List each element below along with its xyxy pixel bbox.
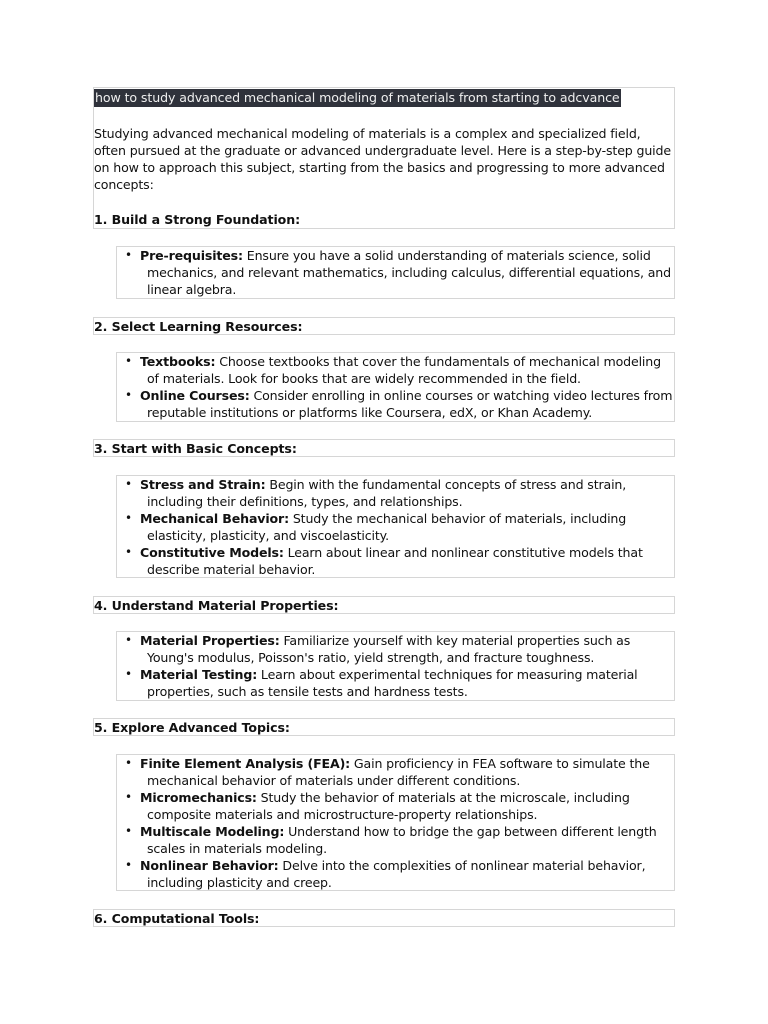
- section-4-list: [116, 631, 675, 701]
- list-item: [117, 666, 674, 700]
- item-title: Textbooks:: [140, 354, 216, 369]
- section-heading-3: 3. Start with Basic Concepts:: [94, 441, 297, 456]
- list-item: [117, 823, 674, 857]
- item-title: Material Testing:: [140, 667, 258, 682]
- list-item: [117, 755, 674, 789]
- query-text: how to study advanced mechanical modeling of materials from starting to adcvance: [95, 90, 620, 105]
- bullet-icon: •: [125, 667, 132, 681]
- intro-block: [93, 87, 675, 229]
- bullet-icon: •: [125, 388, 132, 402]
- bullet-icon: •: [125, 354, 132, 368]
- bullet-icon: •: [125, 545, 132, 559]
- section-4-heading-block: [93, 596, 675, 614]
- list-item: [117, 857, 674, 891]
- list-item: [117, 789, 674, 823]
- item-title: Material Properties:: [140, 633, 280, 648]
- bullet-icon: •: [125, 477, 132, 491]
- item-text: Understand how to bridge the gap between different length scales in materials modeling.: [147, 824, 657, 856]
- item-title: Micromechanics:: [140, 790, 257, 805]
- section-heading-2: 2. Select Learning Resources:: [94, 319, 303, 334]
- section-heading-5: 5. Explore Advanced Topics:: [94, 720, 290, 735]
- list-item: [117, 544, 674, 578]
- list-item: [117, 476, 674, 510]
- section-heading-4: 4. Understand Material Properties:: [94, 598, 339, 613]
- item-text: Study the mechanical behavior of materials, including elasticity, plasticity, and viscoelasticity.: [147, 511, 627, 543]
- item-text: Delve into the complexities of nonlinear material behavior, including plasticity and creep.: [147, 858, 646, 890]
- bullet-icon: •: [125, 756, 132, 770]
- intro-paragraph: Studying advanced mechanical modeling of materials is a complex and specialized field, often pursued at the graduate or advanced undergraduate level. Here is a step-by-step guide on how to approach this subject, starting from the basics and progressing to more advanced concepts:: [94, 126, 671, 192]
- section-6-heading-block: [93, 909, 675, 927]
- item-text: Choose textbooks that cover the fundamentals of mechanical modeling of materials. Look for books that are widely recommended in the field.: [147, 354, 661, 386]
- section-5-list: [116, 754, 675, 891]
- item-text: Begin with the fundamental concepts of stress and strain, including their definitions, types, and relationships.: [147, 477, 627, 509]
- item-text: Learn about experimental techniques for measuring material properties, such as tensile tests and hardness tests.: [147, 667, 638, 699]
- section-2-list: [116, 352, 675, 422]
- item-text: Ensure you have a solid understanding of materials science, solid mechanics, and relevant mathematics, including calculus, differential equations, and linear algebra.: [147, 248, 671, 297]
- item-text: Study the behavior of materials at the microscale, including composite materials and microstructure-property relationships.: [147, 790, 630, 822]
- item-title: Mechanical Behavior:: [140, 511, 289, 526]
- list-item: [117, 510, 674, 544]
- bullet-icon: •: [125, 633, 132, 647]
- section-2-heading-block: [93, 317, 675, 335]
- item-title: Multiscale Modeling:: [140, 824, 285, 839]
- item-title: Nonlinear Behavior:: [140, 858, 279, 873]
- bullet-icon: •: [125, 824, 132, 838]
- section-3-list: [116, 475, 675, 578]
- section-3-heading-block: [93, 439, 675, 457]
- item-text: Gain proficiency in FEA software to simulate the mechanical behavior of materials under different conditions.: [147, 756, 650, 788]
- item-title: Stress and Strain:: [140, 477, 266, 492]
- list-item: [117, 247, 674, 298]
- section-heading-1: 1. Build a Strong Foundation:: [94, 212, 301, 227]
- item-text: Familiarize yourself with key material properties such as Young's modulus, Poisson's ratio, yield strength, and fracture toughness.: [147, 633, 631, 665]
- item-title: Constitutive Models:: [140, 545, 284, 560]
- item-title: Pre-requisites:: [140, 248, 243, 263]
- bullet-icon: •: [125, 511, 132, 525]
- bullet-icon: •: [125, 858, 132, 872]
- list-item: [117, 387, 674, 421]
- list-item: [117, 632, 674, 666]
- item-title: Online Courses:: [140, 388, 250, 403]
- section-5-heading-block: [93, 718, 675, 736]
- item-title: Finite Element Analysis (FEA):: [140, 756, 351, 771]
- bullet-icon: •: [125, 248, 132, 262]
- section-heading-6: 6. Computational Tools:: [94, 911, 260, 926]
- list-item: [117, 353, 674, 387]
- item-text: Learn about linear and nonlinear constitutive models that describe material behavior.: [147, 545, 643, 577]
- section-1-list: [116, 246, 675, 299]
- item-text: Consider enrolling in online courses or watching video lectures from reputable institutions or platforms like Coursera, edX, or Khan Academy.: [147, 388, 673, 420]
- bullet-icon: •: [125, 790, 132, 804]
